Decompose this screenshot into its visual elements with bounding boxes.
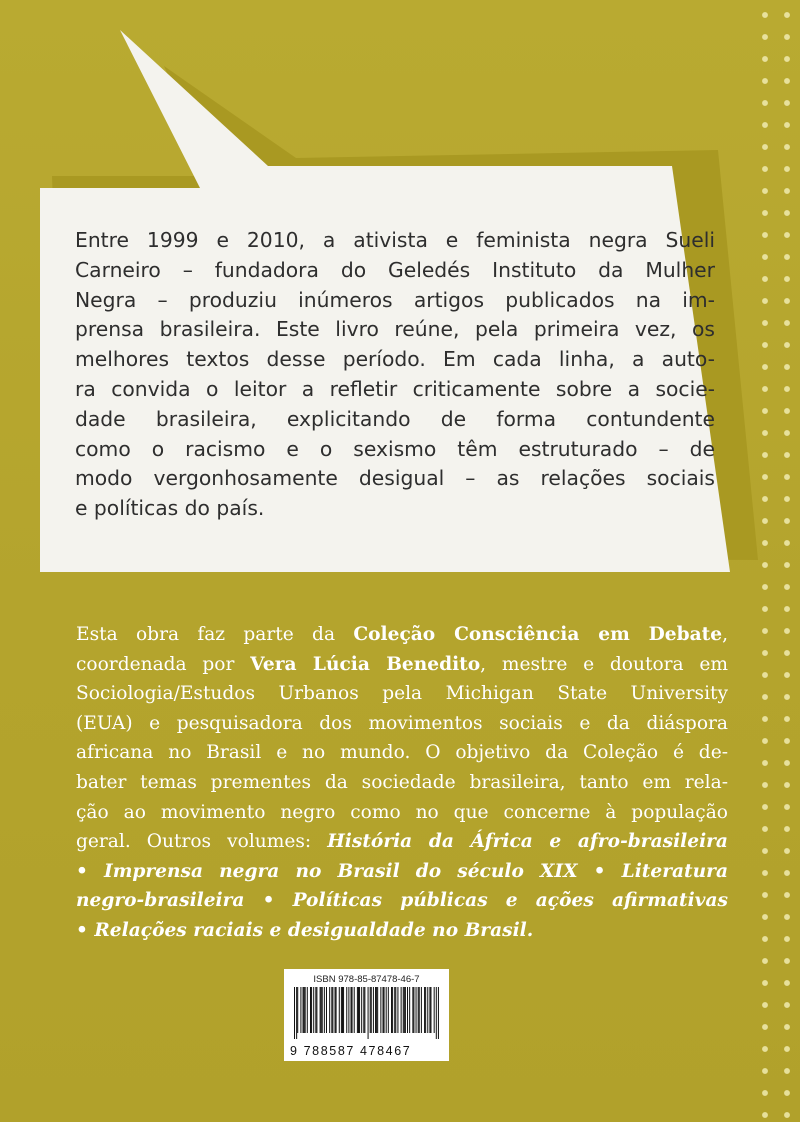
barcode-bar	[382, 987, 383, 1033]
summary-line: como o racismo e o sexismo têm estruturado – de	[75, 436, 715, 461]
barcode-bar	[339, 987, 340, 1033]
summary-line: Negra – produziu inúmeros artigos publicados na im-	[75, 287, 715, 312]
barcode-bar	[354, 987, 355, 1033]
barcode-bar	[386, 987, 387, 1033]
barcode-bar	[405, 987, 406, 1033]
barcode-bar	[430, 987, 431, 1033]
barcode-bar	[310, 987, 311, 1033]
barcode-bar	[311, 987, 312, 1033]
summary-line: Carneiro – fundadora do Geledés Instituto da Mulher	[75, 257, 715, 282]
barcode-bar	[303, 987, 304, 1033]
barcode-bar	[341, 987, 342, 1033]
barcode-bar	[371, 987, 372, 1033]
coordinator-name: Vera Lúcia Benedito	[250, 653, 481, 675]
barcode-bar	[343, 987, 344, 1033]
barcode-bar	[380, 987, 381, 1033]
barcode-bar	[416, 987, 417, 1033]
barcode-bar	[418, 987, 419, 1033]
summary-line: ra convida o leitor a refletir criticamente sobre a socie-	[75, 376, 715, 401]
barcode-bar	[307, 987, 308, 1033]
barcode-bar	[401, 987, 402, 1033]
barcode-bar	[438, 987, 439, 1039]
barcode-bar	[404, 987, 405, 1033]
isbn-text: ISBN 978-85-87478-46-7	[313, 974, 420, 985]
barcode-bar	[407, 987, 408, 1033]
barcode-bar	[424, 987, 425, 1033]
summary-line: prensa brasileira. Este livro reúne, pela primeira vez, os	[75, 317, 715, 342]
barcode-bar	[322, 987, 323, 1033]
barcode-bar	[368, 987, 369, 1039]
barcode-bar	[357, 987, 358, 1033]
barcode-bar	[332, 987, 333, 1033]
barcode-bar	[324, 987, 325, 1033]
barcode-bar	[320, 987, 321, 1033]
barcode-bar	[326, 987, 327, 1033]
barcode-bar	[364, 987, 365, 1033]
summary-line: Entre 1999 e 2010, a ativista e feminista negra Sueli	[75, 228, 715, 252]
barcode-label	[284, 969, 449, 1061]
barcode-bar	[376, 987, 377, 1033]
barcode-bar	[425, 987, 426, 1033]
barcode-bar	[342, 987, 343, 1033]
barcode-bar	[409, 987, 410, 1033]
barcode-bar	[397, 987, 398, 1033]
info-line: africana no Brasil e no mundo. O objetivo da Coleção é de-	[76, 742, 728, 764]
summary-text	[75, 226, 715, 524]
barcode-bar	[336, 987, 337, 1033]
barcode-bar	[427, 987, 428, 1033]
info-line: coordenada por Vera Lúcia Benedito, mestre e doutora em	[76, 653, 728, 675]
barcode-bar	[363, 987, 364, 1033]
barcode-bar	[300, 987, 301, 1033]
barcode-bar	[395, 987, 396, 1033]
barcode-digits: 9 788587 478467	[290, 1044, 412, 1058]
barcode-bar	[305, 987, 306, 1033]
barcode-bar	[316, 987, 317, 1033]
summary-line: melhores textos desse período. Em cada linha, a auto-	[75, 347, 715, 372]
info-line	[76, 886, 728, 916]
barcode-bar	[377, 987, 378, 1033]
barcode-bar	[412, 987, 413, 1033]
barcode-bar	[375, 987, 376, 1033]
volume-titles: negro-brasileira • Políticas públicas e ações afirmativas	[76, 890, 728, 912]
barcode-bar	[429, 987, 430, 1033]
barcode-bar	[384, 987, 385, 1033]
summary-line: e políticas do país.	[75, 496, 265, 521]
summary-line: dade brasileira, explicitando de forma contundente	[75, 406, 715, 431]
barcode-bar	[403, 987, 404, 1033]
barcode-bar	[304, 987, 305, 1033]
volume-title: História da África e afro-brasileira	[327, 831, 728, 853]
barcode-bar	[388, 987, 389, 1033]
barcode-bar	[370, 987, 371, 1033]
barcode-bar	[394, 987, 395, 1033]
barcode-bar	[391, 987, 392, 1033]
barcode-bar	[352, 987, 353, 1033]
barcode-bar	[392, 987, 393, 1033]
barcode-bar	[358, 987, 359, 1033]
collection-info	[76, 620, 728, 946]
barcode-bar	[419, 987, 420, 1033]
barcode-icon	[294, 987, 439, 1039]
barcode-bar	[297, 987, 298, 1033]
barcode-bar	[413, 987, 414, 1033]
barcode-bar	[348, 987, 349, 1033]
barcode-bar	[331, 987, 332, 1033]
barcode-bar	[294, 987, 295, 1039]
barcode-bar	[335, 987, 336, 1033]
barcode-bar	[346, 987, 347, 1033]
barcode-bar	[361, 987, 362, 1033]
barcode-bar	[329, 987, 330, 1033]
barcode-bar	[315, 987, 316, 1033]
info-line: (EUA) e pesquisadora dos movimentos sociais e da diáspora	[76, 712, 728, 734]
barcode-bar	[373, 987, 374, 1033]
info-line: bater temas prementes da sociedade brasileira, tanto em rela-	[76, 771, 728, 793]
info-line	[76, 857, 728, 887]
barcode-bar	[421, 987, 422, 1033]
collection-name: Coleção Consciência em Debate	[353, 624, 723, 645]
barcode-bar	[434, 987, 435, 1033]
volume-titles: • Imprensa negra no Brasil do século XIX • Literatura	[76, 860, 728, 882]
summary-line: modo vergonhosamente desigual – as relações sociais	[75, 466, 715, 491]
info-line: ção ao movimento negro como no que concerne à população	[76, 801, 728, 823]
barcode-bar	[359, 987, 360, 1033]
info-line: Sociologia/Estudos Urbanos pela Michigan State University	[76, 683, 728, 705]
volume-titles: • Relações raciais e desigualdade no Brasil.	[76, 919, 534, 941]
barcode-bar	[351, 987, 352, 1033]
barcode-bar	[321, 987, 322, 1033]
barcode-bar	[313, 987, 314, 1033]
info-line: Esta obra faz parte da Coleção Consciência em Debate,	[76, 624, 728, 645]
info-line: geral. Outros volumes: História da África e afro-brasileira	[76, 831, 728, 853]
barcode-bar	[436, 987, 437, 1039]
barcode-bar	[296, 987, 297, 1039]
info-line	[76, 916, 728, 946]
